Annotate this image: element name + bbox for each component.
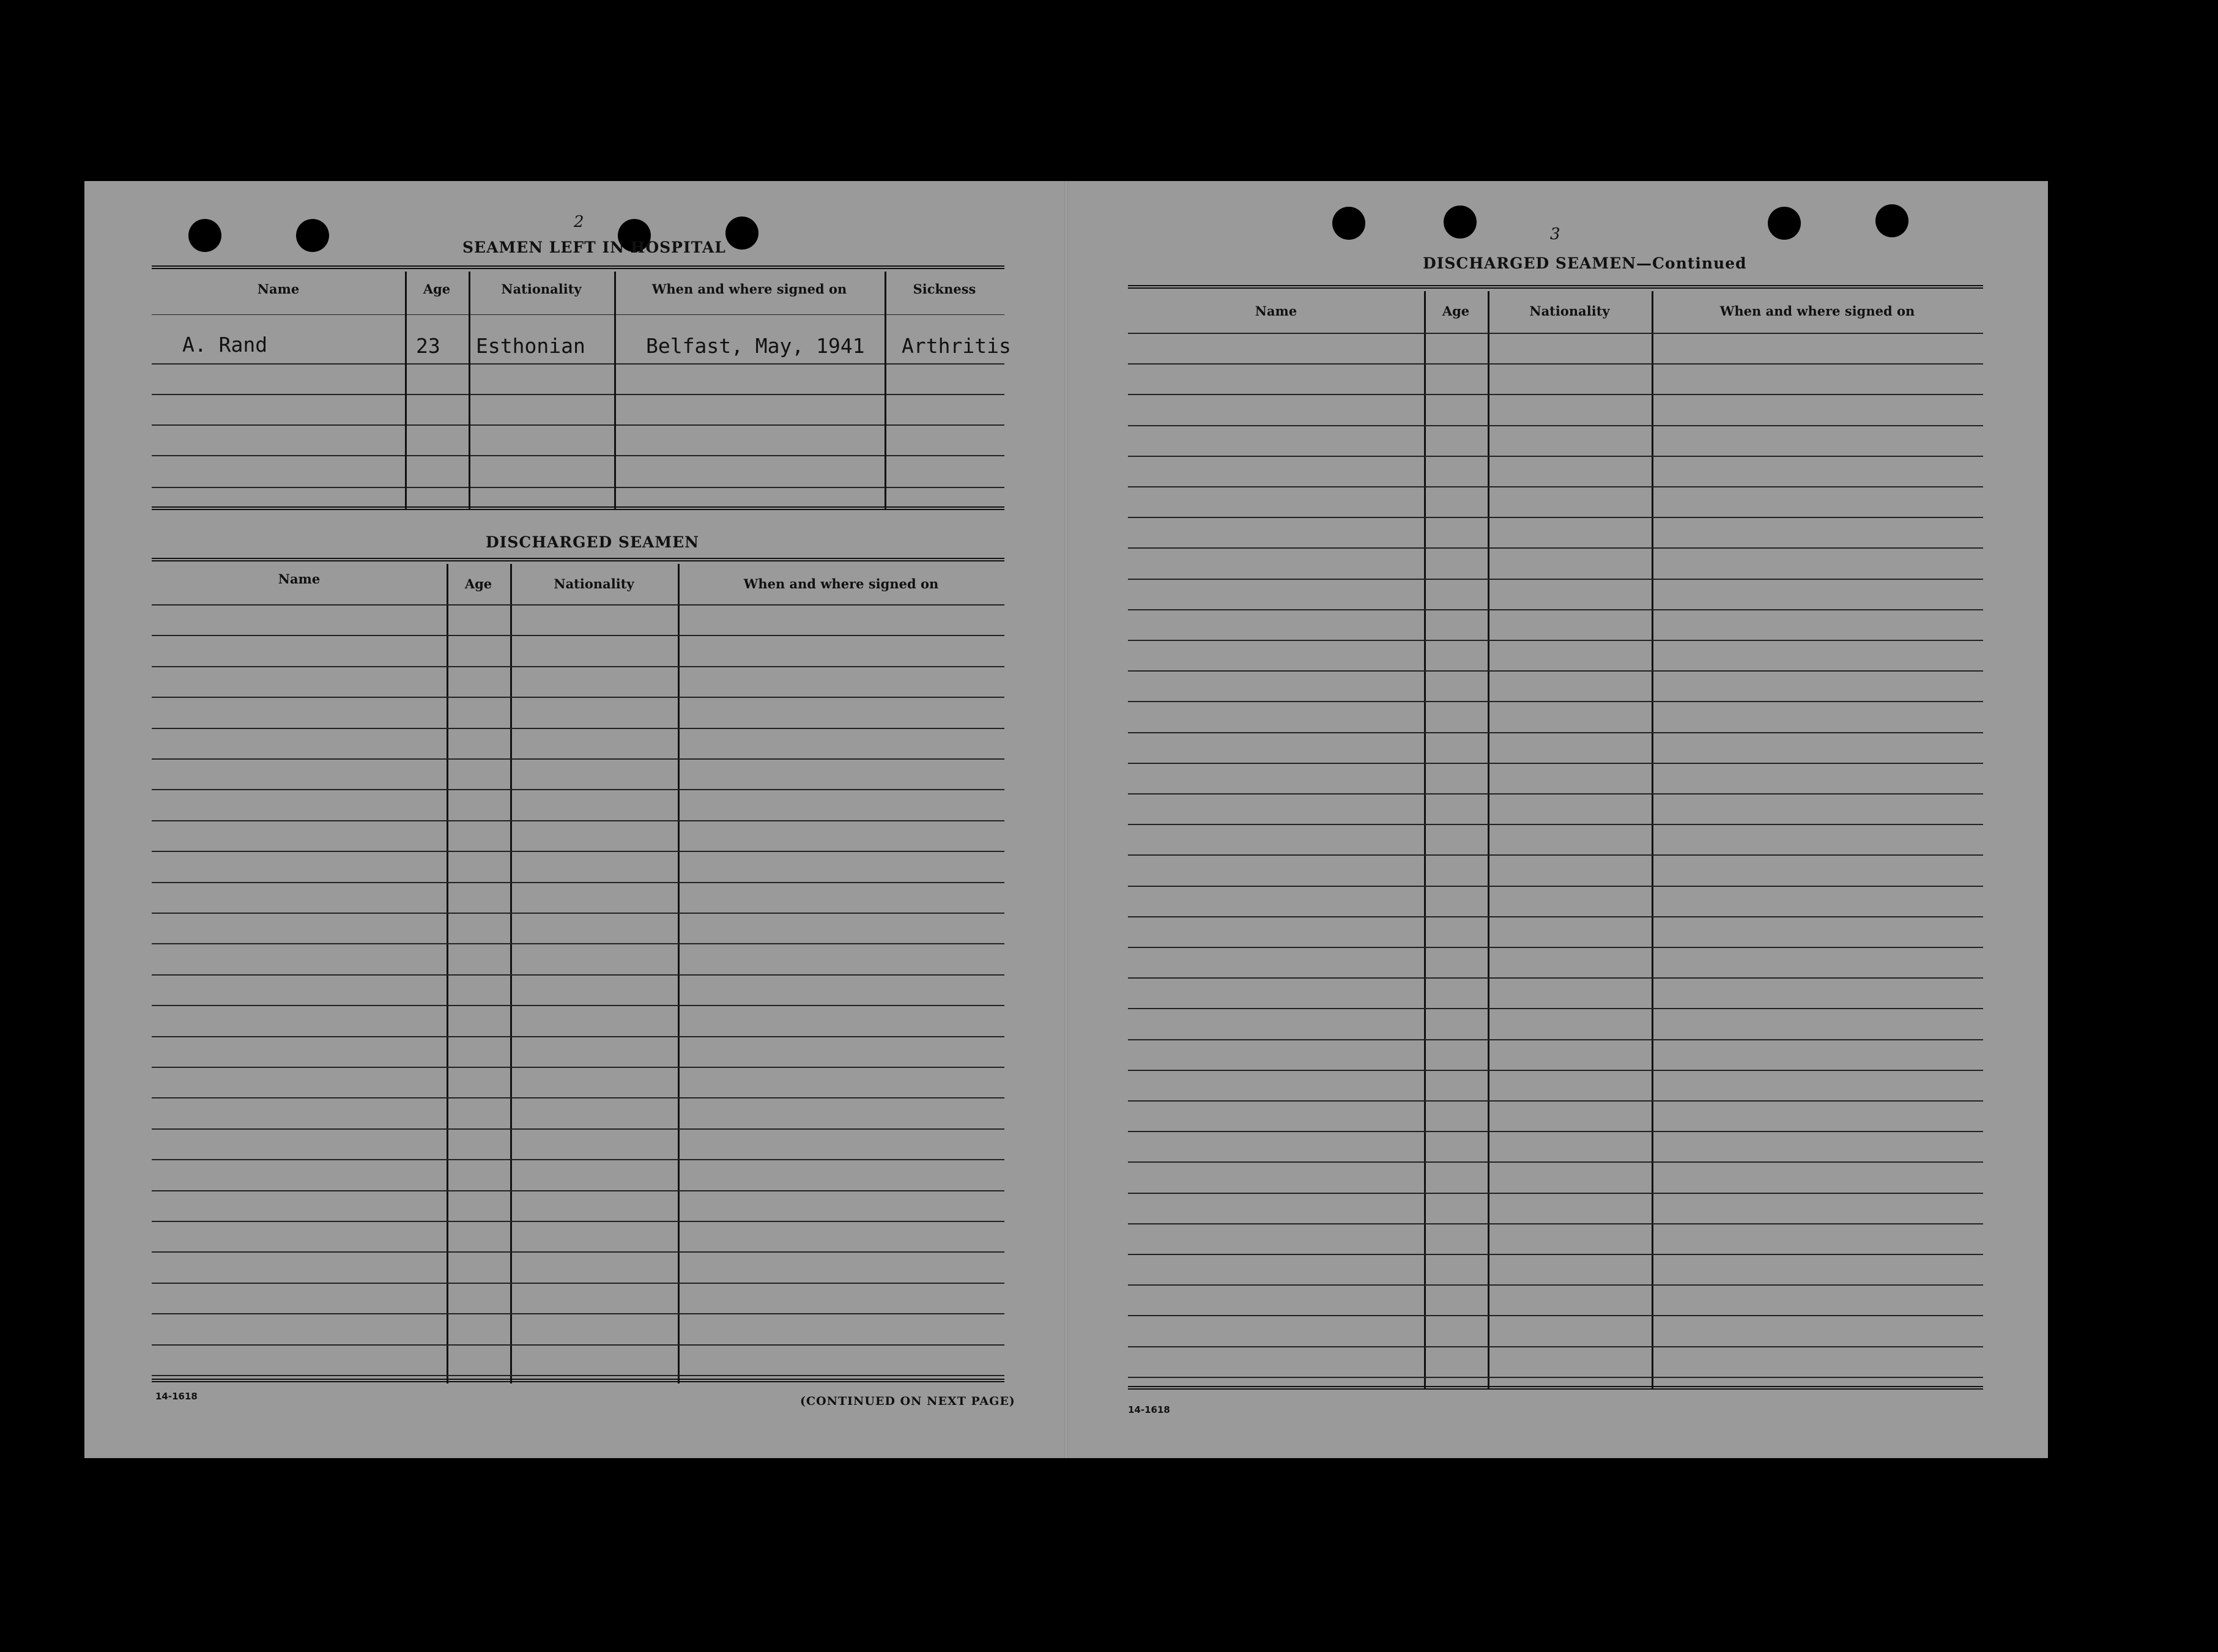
- ruled-line: [1128, 701, 1983, 702]
- form-number-right: 14-1618: [1128, 1404, 1170, 1415]
- ruled-line: [152, 851, 1004, 852]
- page-fold: [1064, 181, 1068, 1458]
- ruled-line: [152, 1097, 1004, 1098]
- col-header-name: Name: [1255, 303, 1297, 319]
- hospital-table: [152, 265, 1011, 521]
- ruled-line: [1128, 1377, 1983, 1378]
- ruled-line: [1128, 1315, 1983, 1316]
- ruled-line: [152, 1251, 1004, 1253]
- ruled-line: [1128, 517, 1983, 518]
- ruled-line: [152, 1159, 1004, 1160]
- discharged-section-title: DISCHARGED SEAMEN: [486, 533, 699, 551]
- page-number-left: 2: [574, 213, 584, 231]
- ruled-line: [152, 635, 1004, 636]
- ruled-line: [1128, 1008, 1983, 1009]
- ruled-line: [1128, 456, 1983, 457]
- hospital-sickness-cell: Arthritis: [902, 334, 1011, 358]
- ruled-line: [1128, 333, 1983, 334]
- ruled-line: [152, 728, 1004, 729]
- col-header-sickness: Sickness: [913, 281, 976, 297]
- punch-hole: [1444, 206, 1477, 239]
- continued-note: (CONTINUED ON NEXT PAGE): [800, 1395, 1015, 1408]
- col-header-signed-on: When and where signed on: [651, 281, 847, 297]
- ruled-line: [1128, 670, 1983, 672]
- ruled-line: [152, 1313, 1004, 1314]
- hospital-signed-on-cell: Belfast, May, 1941: [646, 334, 865, 358]
- ruled-line: [1128, 1100, 1983, 1102]
- ruled-line: [1128, 1161, 1983, 1163]
- col-header-nationality: Nationality: [1529, 303, 1610, 319]
- discharged-table-right: [1128, 285, 1983, 1392]
- ruled-line: [1128, 609, 1983, 610]
- ruled-line: [152, 1375, 1004, 1376]
- col-header-name: Name: [278, 571, 321, 587]
- ruled-line: [1128, 886, 1983, 887]
- punch-hole: [1768, 207, 1801, 240]
- ruled-line: [1128, 793, 1983, 795]
- ruled-line: [152, 913, 1004, 914]
- col-header-signed-on: When and where signed on: [743, 576, 939, 591]
- ruled-line: [152, 789, 1004, 790]
- punch-hole: [296, 219, 329, 252]
- ruled-line: [1128, 732, 1983, 733]
- col-header-nationality: Nationality: [554, 576, 634, 591]
- discharged-continued-title: DISCHARGED SEAMEN—Continued: [1423, 254, 1747, 272]
- ruled-line: [152, 604, 1004, 606]
- ruled-line: [152, 666, 1004, 667]
- col-header-nationality: Nationality: [501, 281, 582, 297]
- ruled-line: [1128, 1284, 1983, 1286]
- ruled-line: [1128, 947, 1983, 948]
- form-number-left: 14-1618: [155, 1391, 198, 1402]
- ruled-line: [1128, 824, 1983, 825]
- punch-hole: [1332, 207, 1365, 240]
- hospital-nationality-cell: Esthonian: [476, 334, 585, 358]
- ruled-line: [1128, 1254, 1983, 1255]
- col-header-age: Age: [464, 576, 492, 591]
- ruled-line: [1128, 977, 1983, 979]
- hospital-name-cell: A. Rand: [182, 333, 268, 357]
- ruled-line: [1128, 1193, 1983, 1194]
- ruled-line: [1128, 425, 1983, 426]
- ruled-line: [1128, 486, 1983, 487]
- punch-hole: [725, 217, 758, 250]
- table-bottom-rule: [152, 1379, 1004, 1382]
- hospital-age-cell: 23: [416, 334, 440, 358]
- ruled-line: [152, 1190, 1004, 1191]
- ruled-line: [152, 1005, 1004, 1006]
- ruled-line: [1128, 640, 1983, 641]
- discharged-table-left: [152, 558, 1004, 1387]
- ruled-line: [152, 1283, 1004, 1284]
- ruled-line: [152, 1036, 1004, 1037]
- ruled-line: [1128, 547, 1983, 549]
- ruled-line: [1128, 916, 1983, 917]
- ruled-line: [1128, 1039, 1983, 1040]
- ruled-line: [1128, 1223, 1983, 1224]
- ruled-line: [1128, 763, 1983, 764]
- ruled-line: [152, 882, 1004, 883]
- ruled-line: [152, 820, 1004, 821]
- ruled-line: [152, 974, 1004, 976]
- ruled-line: [152, 697, 1004, 698]
- punch-hole: [1875, 204, 1908, 237]
- ruled-line: [1128, 579, 1983, 580]
- ruled-line: [1128, 1070, 1983, 1071]
- ruled-line: [1128, 394, 1983, 395]
- punch-hole: [188, 219, 221, 252]
- col-header-name: Name: [257, 281, 300, 297]
- col-header-age: Age: [423, 281, 451, 297]
- page-number-right: 3: [1550, 225, 1560, 243]
- document-sheet: [84, 181, 2048, 1458]
- ruled-line: [152, 758, 1004, 760]
- col-header-signed-on: When and where signed on: [1719, 303, 1915, 319]
- ruled-line: [152, 1128, 1004, 1130]
- ruled-line: [1128, 854, 1983, 856]
- ruled-line: [1128, 1131, 1983, 1132]
- ruled-line: [1128, 1346, 1983, 1347]
- ruled-line: [1128, 363, 1983, 365]
- col-header-age: Age: [1442, 303, 1470, 319]
- ruled-line: [152, 1344, 1004, 1346]
- ruled-line: [152, 1067, 1004, 1068]
- table-bottom-rule: [1128, 1386, 1983, 1390]
- hospital-section-title: SEAMEN LEFT IN HOSPITAL: [462, 239, 726, 256]
- ruled-line: [152, 943, 1004, 944]
- ruled-line: [152, 1221, 1004, 1222]
